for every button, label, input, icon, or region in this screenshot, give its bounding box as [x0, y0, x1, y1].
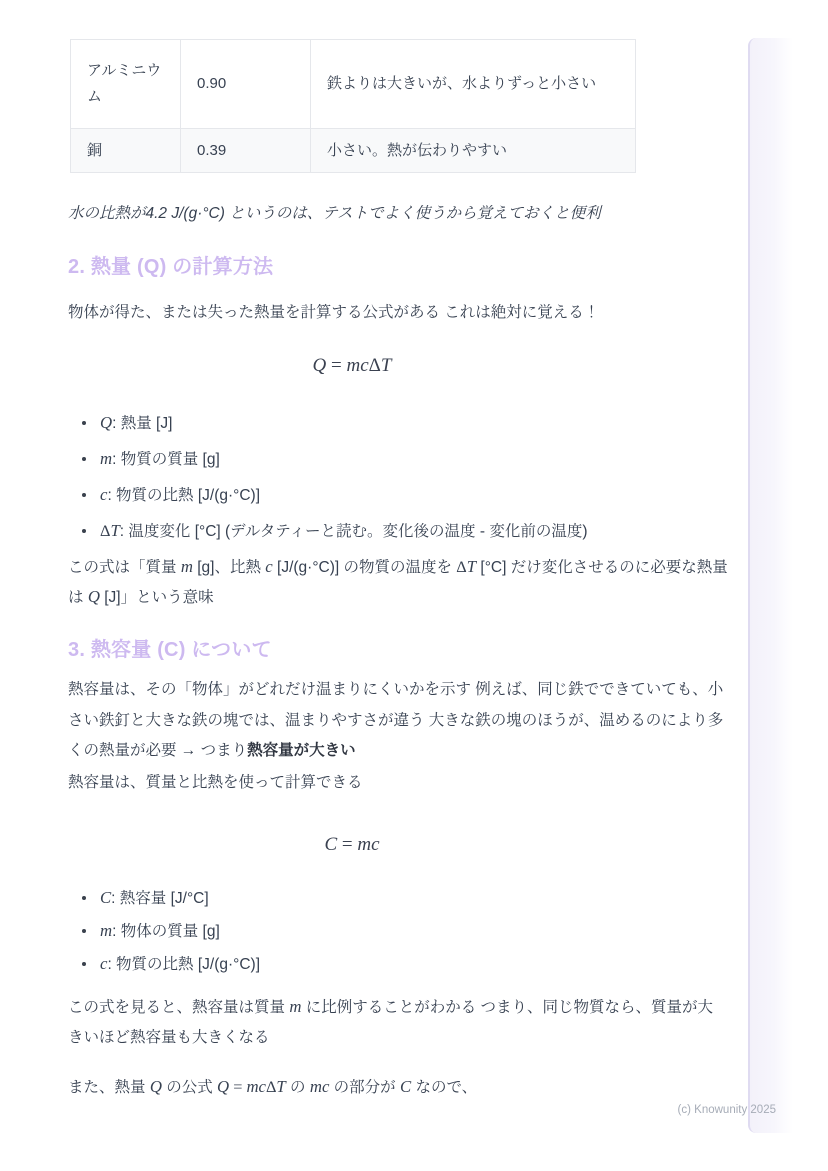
formula-q-equals-mc-delta-t: Q = mcΔT	[312, 355, 392, 376]
list-item: c: 物質の比熱 [J/(g·°C)]	[68, 482, 728, 509]
next-page-edge	[748, 38, 793, 1133]
material-name-cell: 銅	[71, 129, 181, 173]
specific-heat-value-cell: 0.90	[181, 40, 311, 129]
paragraph-heat-capacity-calc: 熱容量は、質量と比熱を使って計算できる	[68, 774, 363, 791]
material-note-cell: 鉄よりは大きいが、水よりずっと小さい	[311, 40, 636, 129]
paragraph-heat-formula-intro: 物体が得た、または失った熱量を計算する公式がある これは絶対に覚える！	[68, 304, 600, 321]
heat-capacity-variable-list	[68, 885, 728, 984]
formula-c-equals-mc: C = mc	[324, 834, 380, 855]
paragraph-formula-meaning: この式は「質量 m [g]、比熱 c [J/(g·°C)] の物質の温度を ΔT [°C] だけ変化させるのに必要な熱量は Q [J]」という意味	[68, 557, 728, 606]
paragraph-capacity-in-q-formula: また、熱量 Q の公式 Q = mcΔT の mc の部分が C なので、	[68, 1077, 478, 1096]
note-water-specific-heat: 水の比熱が4.2 J/(g·°C) というのは、テストでよく使うから覚えておくと便利	[68, 205, 601, 222]
section-heading-heat-capacity: 3. 熱容量 (C) について	[68, 639, 272, 661]
table-row	[71, 129, 636, 173]
list-item: C: 熱容量 [J/°C]	[68, 885, 728, 912]
table-row	[71, 40, 636, 129]
paragraph-heat-capacity-intro: 熱容量は、その「物体」がどれだけ温まりにくいかを示す 例えば、同じ鉄でできていても、小さい鉄釘と大きな鉄の塊では、温まりやすさが違う 大きな鉄の塊のほうが、温めるのにより多くの熱量が必要 → つまり熱容量が大きい	[68, 681, 724, 759]
paragraph-capacity-proportional: この式を見ると、熱容量は質量 m に比例することがわかる つまり、同じ物質なら、質量が大きいほど熱容量も大きくなる	[68, 997, 714, 1046]
list-item: ΔT: 温度変化 [°C] (デルタティーと読む。変化後の温度 - 変化前の温度)	[68, 518, 728, 545]
list-item: Q: 熱量 [J]	[68, 410, 728, 437]
section-heading-heat-quantity: 2. 熱量 (Q) の計算方法	[68, 256, 274, 278]
heat-formula-variable-list	[68, 410, 728, 554]
material-name-cell: アルミニウム	[71, 40, 181, 129]
list-item: m: 物体の質量 [g]	[68, 918, 728, 945]
copyright-footer: (c) Knowunity 2025	[677, 1104, 776, 1116]
list-item: c: 物質の比熱 [J/(g·°C)]	[68, 951, 728, 978]
specific-heat-value-cell: 0.39	[181, 129, 311, 173]
list-item: m: 物質の質量 [g]	[68, 446, 728, 473]
material-note-cell: 小さい。熱が伝わりやすい	[311, 129, 636, 173]
specific-heat-table	[70, 39, 636, 173]
